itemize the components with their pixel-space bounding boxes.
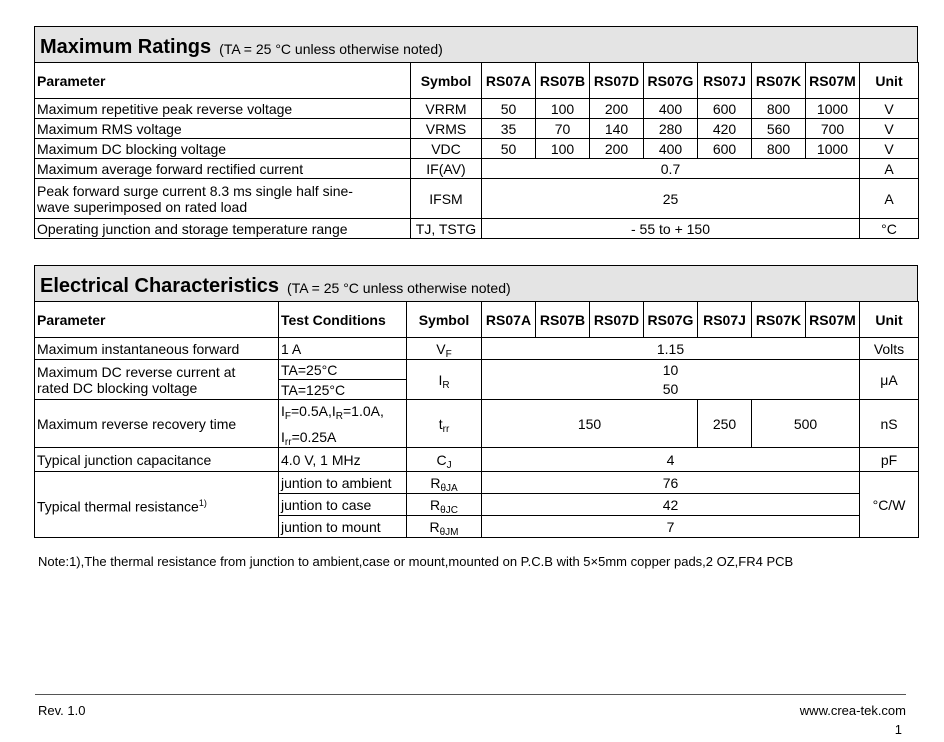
col-header-part: RS07M	[806, 302, 860, 338]
symbol-cell	[407, 360, 482, 400]
symbol-cell	[407, 472, 482, 494]
website-link[interactable]: www.crea-tek.com	[799, 703, 906, 718]
footer-divider	[35, 694, 906, 695]
param-text: Typical thermal resistance	[37, 498, 199, 515]
symbol-sub: θJM	[439, 526, 459, 538]
table-header-row	[35, 302, 919, 338]
test-cell: juntion to case	[279, 494, 407, 516]
value-cell: 280	[644, 119, 698, 139]
value-cell: 200	[590, 139, 644, 159]
param-cell: Typical junction capacitance	[35, 448, 279, 472]
param-line: rated DC blocking voltage	[37, 379, 198, 396]
value-cell: 50	[482, 380, 860, 400]
value-cell: 100	[536, 139, 590, 159]
test-sub: R	[335, 410, 343, 422]
value-cell: 100	[536, 99, 590, 119]
unit-cell: V	[860, 139, 919, 159]
max-ratings-header	[34, 26, 918, 62]
symbol-cell: VDC	[411, 139, 482, 159]
symbol-sub: rr	[442, 423, 450, 435]
unit-cell: μA	[860, 360, 919, 400]
max-ratings-table	[34, 62, 919, 239]
footnote: Note:1),The thermal resistance from junction to ambient,case or mount,mounted on P.C.B with 5×5mm copper pads,2 OZ,FR4 PCB	[38, 554, 794, 569]
table-row	[35, 159, 919, 179]
table-row	[35, 99, 919, 119]
col-header-part: RS07D	[590, 302, 644, 338]
value-cell: 140	[590, 119, 644, 139]
symbol-cell: TJ, TSTG	[411, 219, 482, 239]
table-row	[35, 400, 919, 448]
symbol-main: R	[430, 496, 441, 513]
col-header-test-conditions: Test Conditions	[279, 302, 407, 338]
table-row	[35, 338, 919, 360]
value-cell: - 55 to + 150	[482, 219, 860, 239]
unit-cell: Volts	[860, 338, 919, 360]
param-cell: Maximum RMS voltage	[35, 119, 411, 139]
value-cell: 76	[482, 472, 860, 494]
test-part: =1.0A,	[343, 402, 384, 419]
table-row	[35, 360, 919, 380]
col-header-part: RS07B	[536, 302, 590, 338]
value-cell: 70	[536, 119, 590, 139]
symbol-cell	[407, 400, 482, 448]
symbol-sub: θJC	[440, 504, 458, 516]
table-row	[35, 219, 919, 239]
test-cell: 4.0 V, 1 MHz	[279, 448, 407, 472]
param-line: wave superimposed on rated load	[37, 198, 248, 215]
col-header-symbol: Symbol	[411, 63, 482, 99]
electrical-table	[34, 301, 919, 538]
table-row	[35, 472, 919, 494]
col-header-part: RS07K	[752, 63, 806, 99]
table-row	[35, 139, 919, 159]
symbol-main: C	[436, 451, 447, 468]
value-cell: 250	[698, 400, 752, 448]
param-cell: Maximum DC blocking voltage	[35, 139, 411, 159]
test-cell: 1 A	[279, 338, 407, 360]
value-cell: 700	[806, 119, 860, 139]
col-header-unit: Unit	[860, 63, 919, 99]
param-cell	[35, 360, 279, 400]
value-cell: 600	[698, 99, 752, 119]
value-cell: 200	[590, 99, 644, 119]
max-ratings-section	[34, 26, 918, 239]
param-line: Peak forward surge current 8.3 ms single half sine-	[37, 182, 353, 199]
symbol-sub: θJA	[440, 482, 458, 494]
electrical-title: Electrical Characteristics	[40, 275, 280, 297]
value-cell: 35	[482, 119, 536, 139]
unit-cell: V	[860, 99, 919, 119]
electrical-header	[34, 265, 918, 301]
value-cell: 25	[482, 179, 860, 219]
revision-label: Rev. 1.0	[38, 703, 86, 718]
value-cell: 500	[752, 400, 860, 448]
symbol-cell: VRRM	[411, 99, 482, 119]
unit-cell: °C	[860, 219, 919, 239]
test-line	[281, 402, 404, 422]
col-header-part: RS07G	[644, 63, 698, 99]
test-cell: juntion to ambient	[279, 472, 407, 494]
col-header-part: RS07A	[482, 302, 536, 338]
value-cell: 560	[752, 119, 806, 139]
max-ratings-title: Maximum Ratings	[40, 36, 212, 58]
param-cell: Maximum repetitive peak reverse voltage	[35, 99, 411, 119]
unit-cell: pF	[860, 448, 919, 472]
col-header-parameter: Parameter	[35, 63, 411, 99]
test-part: I	[281, 428, 285, 445]
param-cell: Maximum instantaneous forward	[35, 338, 279, 360]
value-cell: 400	[644, 99, 698, 119]
param-cell	[35, 472, 279, 538]
test-line	[281, 428, 404, 448]
param-cell	[35, 179, 411, 219]
param-line: Maximum DC reverse current at	[37, 363, 236, 380]
symbol-cell	[407, 338, 482, 360]
symbol-main: I	[438, 371, 443, 388]
value-cell: 50	[482, 99, 536, 119]
value-cell: 1000	[806, 139, 860, 159]
param-cell: Maximum average forward rectified current	[35, 159, 411, 179]
symbol-sub: F	[445, 348, 452, 360]
symbol-cell: VRMS	[411, 119, 482, 139]
unit-cell: V	[860, 119, 919, 139]
page-number: 1	[894, 722, 902, 737]
symbol-cell	[407, 448, 482, 472]
test-cell	[279, 400, 407, 448]
table-header-row	[35, 63, 919, 99]
value-cell: 1000	[806, 99, 860, 119]
table-row	[35, 448, 919, 472]
value-cell: 1.15	[482, 338, 860, 360]
symbol-main: R	[429, 518, 440, 535]
electrical-subtitle: (TA = 25 °C unless otherwise noted)	[287, 280, 511, 296]
value-cell: 4	[482, 448, 860, 472]
symbol-cell	[407, 494, 482, 516]
col-header-parameter: Parameter	[35, 302, 279, 338]
col-header-part: RS07M	[806, 63, 860, 99]
value-cell: 0.7	[482, 159, 860, 179]
col-header-part: RS07J	[698, 302, 752, 338]
col-header-symbol: Symbol	[407, 302, 482, 338]
col-header-part: RS07D	[590, 63, 644, 99]
col-header-unit: Unit	[860, 302, 919, 338]
electrical-section	[34, 265, 918, 538]
test-sub: F	[284, 410, 291, 422]
symbol-main: t	[438, 415, 443, 432]
col-header-part: RS07J	[698, 63, 752, 99]
symbol-cell: IF(AV)	[411, 159, 482, 179]
test-part: I	[281, 402, 285, 419]
symbol-main: R	[430, 474, 441, 491]
test-cell: TA=25°C	[279, 360, 407, 380]
param-cell: Maximum reverse recovery time	[35, 400, 279, 448]
test-part: =0.5A,	[291, 402, 332, 419]
unit-cell: A	[860, 159, 919, 179]
value-cell: 7	[482, 516, 860, 538]
value-cell: 800	[752, 99, 806, 119]
param-cell: Operating junction and storage temperature range	[35, 219, 411, 239]
unit-cell: nS	[860, 400, 919, 448]
test-cell: juntion to mount	[279, 516, 407, 538]
table-row	[35, 179, 919, 219]
col-header-part: RS07K	[752, 302, 806, 338]
footnote-ref: 1)	[198, 497, 207, 508]
col-header-part: RS07A	[482, 63, 536, 99]
col-header-part: RS07B	[536, 63, 590, 99]
value-cell: 42	[482, 494, 860, 516]
col-header-part: RS07G	[644, 302, 698, 338]
max-ratings-subtitle: (TA = 25 °C unless otherwise noted)	[219, 41, 443, 57]
value-cell: 150	[482, 400, 698, 448]
symbol-cell	[407, 516, 482, 538]
value-cell: 10	[482, 360, 860, 380]
unit-cell: °C/W	[860, 472, 919, 538]
value-cell: 50	[482, 139, 536, 159]
symbol-sub: R	[442, 379, 450, 391]
unit-cell: A	[860, 179, 919, 219]
test-part: I	[331, 402, 336, 419]
value-cell: 600	[698, 139, 752, 159]
symbol-main: V	[436, 340, 446, 357]
value-cell: 420	[698, 119, 752, 139]
value-cell: 400	[644, 139, 698, 159]
test-sub: rr	[284, 436, 292, 448]
table-row	[35, 119, 919, 139]
symbol-sub: J	[446, 459, 452, 471]
symbol-cell: IFSM	[411, 179, 482, 219]
value-cell: 800	[752, 139, 806, 159]
test-part: =0.25A	[291, 428, 337, 445]
test-cell: TA=125°C	[279, 380, 407, 400]
